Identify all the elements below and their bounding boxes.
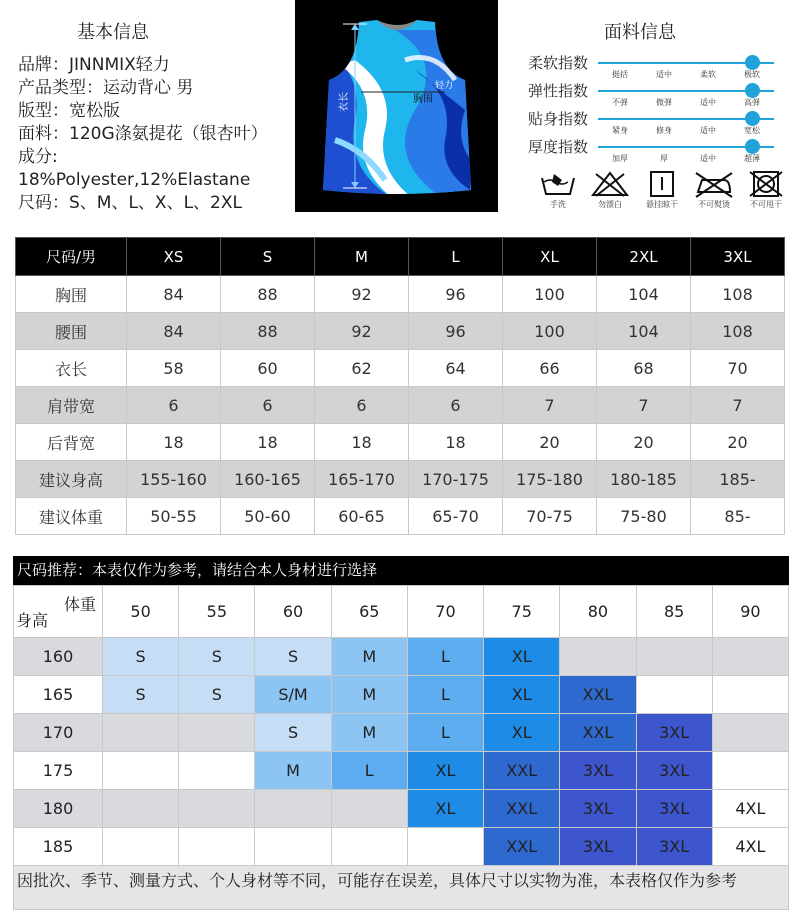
height-cell: 165 [14, 676, 103, 714]
hang-dry-icon [638, 170, 686, 198]
size-cell: 6 [315, 387, 409, 424]
size-header-cell: M [315, 238, 409, 276]
fabric-index-tick: 不弹 [612, 98, 628, 107]
recommended-size-cell: XXL [560, 714, 636, 752]
care-item [690, 170, 738, 210]
size-recommendation [13, 556, 789, 910]
care-label: 不可熨烫 [698, 200, 730, 209]
recommended-size-cell [712, 714, 788, 752]
recommended-size-cell [179, 752, 255, 790]
fabric-index-label: 贴身指数 [528, 110, 589, 128]
size-header-cell: XS [127, 238, 221, 276]
size-header-cell: 2XL [597, 238, 691, 276]
recommended-size-cell: XXL [484, 752, 560, 790]
recommended-size-cell [255, 828, 331, 866]
tank-top-illustration [295, 0, 498, 212]
fabric-index-tick: 适中 [700, 98, 716, 107]
size-cell: 84 [127, 313, 221, 350]
product-type-line: 产品类型：运动背心 男 [18, 78, 194, 98]
recommended-size-cell: S [179, 638, 255, 676]
recommended-size-cell [255, 790, 331, 828]
recommended-size-cell: 3XL [560, 790, 636, 828]
recommended-size-cell: 3XL [560, 752, 636, 790]
recommended-size-cell: 3XL [560, 828, 636, 866]
size-header-cell: XL [503, 238, 597, 276]
recommended-size-cell: XXL [560, 676, 636, 714]
size-table [15, 237, 785, 535]
hand-wash-icon [534, 170, 582, 198]
no-iron-icon [690, 170, 738, 198]
recommended-size-cell: M [331, 714, 407, 752]
size-cell: 50-60 [221, 498, 315, 535]
recommendation-title: 尺码推荐：本表仅作为参考，请结合本人身材进行选择 [13, 556, 789, 585]
size-cell: 66 [503, 350, 597, 387]
size-cell: 175-180 [503, 461, 597, 498]
size-row-label: 衣长 [16, 350, 127, 387]
recommended-size-cell: 4XL [712, 828, 788, 866]
size-cell: 58 [127, 350, 221, 387]
recommended-size-cell [179, 790, 255, 828]
size-cell: 96 [409, 313, 503, 350]
size-cell: 20 [597, 424, 691, 461]
weight-header-cell: 50 [103, 586, 179, 638]
recommendation-note: 因批次、季节、测量方式、个人身材等不同，可能存在误差，具体尺寸以实物为准，本表格仅作为参考 [13, 866, 789, 910]
fabric-index-label: 厚度指数 [528, 138, 589, 156]
size-table-row [16, 424, 785, 461]
fabric-index-row [520, 108, 790, 136]
recommendation-table [13, 585, 789, 866]
size-cell: 64 [409, 350, 503, 387]
size-cell: 88 [221, 313, 315, 350]
recommended-size-cell [636, 638, 712, 676]
care-label: 勿漂白 [598, 200, 622, 209]
fabric-line: 面料：120G涤氨提花（银杏叶） [18, 124, 268, 144]
size-header-cell: 3XL [691, 238, 785, 276]
care-label: 不可甩干 [750, 200, 782, 209]
sizes-line: 尺码：S、M、L、X、L、2XL [18, 193, 242, 213]
size-cell: 68 [597, 350, 691, 387]
size-cell: 65-70 [409, 498, 503, 535]
fabric-index-marker [745, 83, 760, 98]
size-cell: 92 [315, 276, 409, 313]
size-cell: 6 [409, 387, 503, 424]
care-item [742, 170, 790, 210]
fabric-index-tick: 厚 [660, 154, 668, 163]
print-text: 轻力 [435, 81, 454, 91]
height-cell: 185 [14, 828, 103, 866]
recommended-size-cell: XL [484, 638, 560, 676]
size-cell: 92 [315, 313, 409, 350]
size-row-label: 后背宽 [16, 424, 127, 461]
weight-header-cell: 55 [179, 586, 255, 638]
recommended-size-cell: S [255, 638, 331, 676]
care-icons [534, 170, 790, 210]
recommended-size-cell: XXL [484, 790, 560, 828]
size-cell: 7 [597, 387, 691, 424]
size-cell: 160-165 [221, 461, 315, 498]
size-cell: 70-75 [503, 498, 597, 535]
size-cell: 20 [503, 424, 597, 461]
no-bleach-icon [586, 170, 634, 198]
weight-header-cell: 60 [255, 586, 331, 638]
size-cell: 18 [409, 424, 503, 461]
fabric-index-tick: 适中 [700, 154, 716, 163]
size-cell: 108 [691, 313, 785, 350]
size-cell: 62 [315, 350, 409, 387]
size-table-row [16, 313, 785, 350]
recommended-size-cell: 3XL [636, 752, 712, 790]
size-table-row [16, 498, 785, 535]
fabric-index-tick: 微弹 [656, 98, 672, 107]
recommended-size-cell: S [179, 676, 255, 714]
size-table-row [16, 350, 785, 387]
size-cell: 7 [503, 387, 597, 424]
size-cell: 18 [315, 424, 409, 461]
care-label: 手洗 [550, 200, 566, 209]
fabric-index-tick: 宽松 [744, 126, 760, 135]
recommended-size-cell: M [331, 638, 407, 676]
fabric-index-tick: 柔软 [700, 70, 716, 79]
height-cell: 175 [14, 752, 103, 790]
size-cell: 85- [691, 498, 785, 535]
size-cell: 100 [503, 313, 597, 350]
size-cell: 20 [691, 424, 785, 461]
size-table-row [16, 387, 785, 424]
size-cell: 70 [691, 350, 785, 387]
size-cell: 104 [597, 313, 691, 350]
corner-cell [14, 586, 103, 638]
recommended-size-cell: S/M [255, 676, 331, 714]
size-header-cell: L [409, 238, 503, 276]
recommended-size-cell [712, 638, 788, 676]
fabric-index-tick: 加厚 [612, 154, 628, 163]
recommendation-row [14, 790, 789, 828]
fabric-index-label: 弹性指数 [528, 82, 589, 100]
size-row-label: 肩带宽 [16, 387, 127, 424]
size-cell: 155-160 [127, 461, 221, 498]
recommended-size-cell: XL [484, 714, 560, 752]
height-cell: 180 [14, 790, 103, 828]
recommended-size-cell: L [407, 676, 483, 714]
fabric-index-row [520, 136, 790, 164]
size-cell: 108 [691, 276, 785, 313]
care-item [534, 170, 582, 210]
recommendation-header-row [14, 586, 789, 638]
recommended-size-cell: 3XL [636, 828, 712, 866]
size-cell: 60 [221, 350, 315, 387]
fabric-index-tick: 高弹 [744, 98, 760, 107]
recommended-size-cell [103, 790, 179, 828]
product-image [295, 0, 498, 212]
size-cell: 18 [127, 424, 221, 461]
fabric-index-tick: 超薄 [744, 154, 760, 163]
size-header-cell: 尺码/男 [16, 238, 127, 276]
weight-header-cell: 75 [484, 586, 560, 638]
size-table-row [16, 461, 785, 498]
recommended-size-cell: XL [407, 752, 483, 790]
size-cell: 88 [221, 276, 315, 313]
recommendation-row [14, 714, 789, 752]
fabric-index-row [520, 52, 790, 80]
fabric-index-label: 柔软指数 [528, 54, 589, 72]
fabric-index-tick: 挺括 [612, 70, 628, 79]
recommended-size-cell: XL [407, 790, 483, 828]
size-cell: 180-185 [597, 461, 691, 498]
size-row-label: 胸围 [16, 276, 127, 313]
weight-header-cell: 85 [636, 586, 712, 638]
recommended-size-cell: S [255, 714, 331, 752]
fabric-info-title: 面料信息 [604, 22, 676, 43]
weight-header-cell: 70 [407, 586, 483, 638]
fabric-info [520, 18, 790, 209]
chest-label: 胸围 [413, 94, 433, 105]
size-cell: 84 [127, 276, 221, 313]
recommended-size-cell: L [407, 638, 483, 676]
size-cell: 75-80 [597, 498, 691, 535]
size-table-row [16, 276, 785, 313]
care-label: 悬挂晾干 [646, 200, 678, 209]
size-row-label: 建议身高 [16, 461, 127, 498]
recommended-size-cell: S [103, 638, 179, 676]
recommended-size-cell [179, 714, 255, 752]
fabric-index-tick: 修身 [656, 126, 672, 135]
no-tumble-dry-icon [742, 170, 790, 198]
recommended-size-cell [712, 752, 788, 790]
size-cell: 7 [691, 387, 785, 424]
size-row-label: 腰围 [16, 313, 127, 350]
size-header-cell: S [221, 238, 315, 276]
fabric-index-tick: 紧身 [612, 126, 628, 135]
recommended-size-cell [407, 828, 483, 866]
size-cell: 18 [221, 424, 315, 461]
recommendation-row [14, 638, 789, 676]
size-cell: 170-175 [409, 461, 503, 498]
recommended-size-cell: XXL [484, 828, 560, 866]
fabric-index-tick: 适中 [700, 126, 716, 135]
size-cell: 6 [127, 387, 221, 424]
weight-header-cell: 80 [560, 586, 636, 638]
recommended-size-cell [636, 676, 712, 714]
fabric-index-marker [745, 111, 760, 126]
recommended-size-cell: 4XL [712, 790, 788, 828]
composition-label: 成分: [18, 147, 58, 167]
size-cell: 185- [691, 461, 785, 498]
care-item [586, 170, 634, 210]
recommended-size-cell [103, 828, 179, 866]
height-cell: 160 [14, 638, 103, 676]
basic-info [18, 18, 298, 215]
size-row-label: 建议体重 [16, 498, 127, 535]
recommended-size-cell: 3XL [636, 714, 712, 752]
composition-value: 18%Polyester,12%Elastane [18, 170, 251, 190]
weight-header-cell: 90 [712, 586, 788, 638]
recommended-size-cell [103, 714, 179, 752]
height-axis-label: 身高 [16, 611, 49, 630]
length-label: 衣长 [339, 92, 350, 112]
size-cell: 165-170 [315, 461, 409, 498]
fabric-index-marker [745, 139, 760, 154]
weight-axis-label: 体重 [63, 595, 96, 614]
weight-header-cell: 65 [331, 586, 407, 638]
recommended-size-cell [331, 828, 407, 866]
size-cell: 96 [409, 276, 503, 313]
care-item [638, 170, 686, 210]
recommended-size-cell: S [103, 676, 179, 714]
recommended-size-cell [712, 676, 788, 714]
recommended-size-cell [103, 752, 179, 790]
recommended-size-cell: M [255, 752, 331, 790]
recommended-size-cell: M [331, 676, 407, 714]
recommended-size-cell [560, 638, 636, 676]
fabric-index-marker [745, 55, 760, 70]
size-cell: 60-65 [315, 498, 409, 535]
recommended-size-cell: L [407, 714, 483, 752]
recommended-size-cell [179, 828, 255, 866]
recommended-size-cell: L [331, 752, 407, 790]
fabric-index-tick: 极软 [744, 70, 760, 79]
fabric-index-row [520, 80, 790, 108]
fabric-index-tick: 适中 [656, 70, 672, 79]
height-cell: 170 [14, 714, 103, 752]
size-cell: 50-55 [127, 498, 221, 535]
size-cell: 104 [597, 276, 691, 313]
recommendation-row [14, 828, 789, 866]
fit-line: 版型：宽松版 [18, 101, 120, 121]
size-cell: 100 [503, 276, 597, 313]
recommended-size-cell: XL [484, 676, 560, 714]
brand-line: 品牌：JINNMIX轻力 [18, 55, 170, 75]
recommended-size-cell [331, 790, 407, 828]
size-table-header [16, 238, 785, 276]
recommendation-row [14, 752, 789, 790]
size-cell: 6 [221, 387, 315, 424]
recommended-size-cell: 3XL [636, 790, 712, 828]
recommendation-row [14, 676, 789, 714]
basic-info-title: 基本信息 [77, 22, 149, 43]
